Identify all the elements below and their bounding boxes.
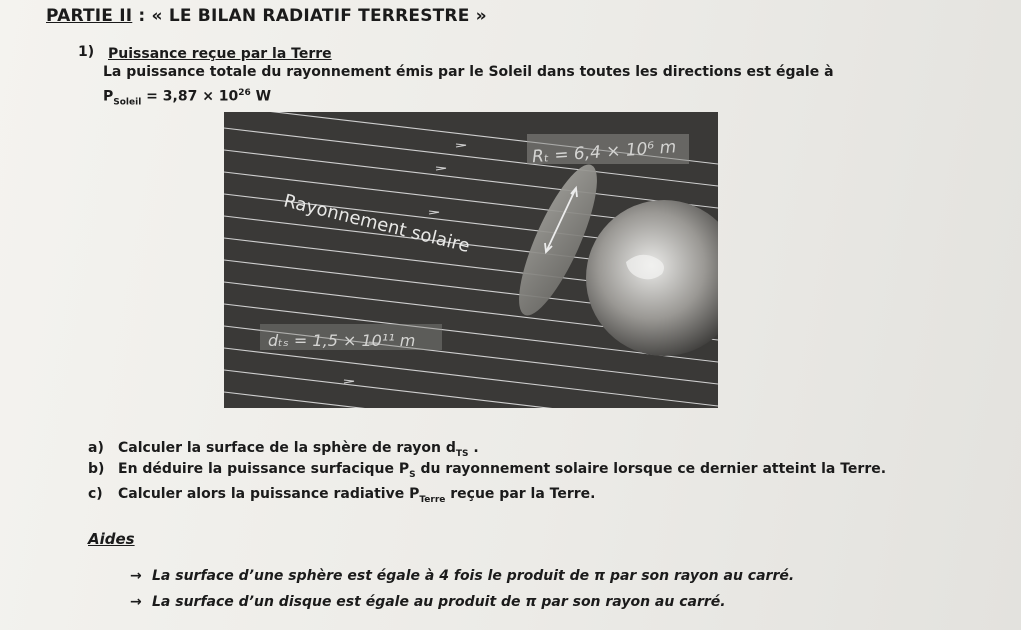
arrow-right-icon: →: [130, 568, 142, 584]
item-after: .: [468, 440, 479, 456]
solar-radiation-figure: [224, 112, 718, 408]
item-label: c): [88, 486, 103, 502]
power-formula: [103, 88, 271, 107]
formula-subscript: Soleil: [113, 97, 142, 108]
formula-symbol: P: [103, 88, 114, 105]
formula-exponent: 26: [238, 88, 251, 98]
hint-text: La surface d’une sphère est égale à 4 fois le produit de π par son rayon au carré.: [152, 568, 795, 584]
item-text: Calculer la surface de la sphère de rayon d: [118, 440, 456, 456]
hint-disk: [130, 594, 726, 610]
hint-sphere: [130, 568, 794, 584]
formula-value: = 3,87 × 10: [141, 88, 239, 105]
item-label: b): [88, 461, 105, 477]
figure-drawing: [224, 112, 718, 408]
formula-unit: W: [250, 88, 272, 105]
question-title: Puissance reçue par la Terre: [108, 46, 332, 62]
question-c: [88, 486, 595, 505]
hint-text: La surface d’un disque est égale au produit de π par son rayon au carré.: [152, 594, 726, 610]
question-number: 1): [78, 44, 95, 60]
arrow-right-icon: →: [130, 594, 142, 610]
item-text: Calculer alors la puissance radiative P: [118, 486, 420, 502]
radiation-label: Rayonnement solaire: [281, 190, 472, 258]
item-label: a): [88, 440, 104, 456]
item-subscript: S: [409, 469, 416, 480]
question-a: [88, 440, 479, 459]
item-after: reçue par la Terre.: [445, 486, 596, 502]
item-after: du rayonnement solaire lorsque ce dernier atteint la Terre.: [415, 461, 887, 477]
distance-label: dₜₛ = 1,5 × 10¹¹ m: [268, 331, 416, 350]
earth-radius-label: Rₜ = 6,4 × 10⁶ m: [531, 137, 677, 168]
part-label: PARTIE II: [46, 6, 133, 26]
aides-title: Aides: [88, 530, 135, 548]
part-title: [46, 6, 487, 26]
question-b: [88, 461, 886, 480]
question-text: La puissance totale du rayonnement émis par le Soleil dans toutes les directions est égale à: [103, 64, 834, 80]
item-subscript: TS: [455, 448, 469, 459]
item-subscript: Terre: [419, 494, 446, 505]
item-text: En déduire la puissance surfacique P: [118, 461, 410, 477]
part-title-text: : « LE BILAN RADIATIF TERRESTRE »: [132, 6, 487, 26]
